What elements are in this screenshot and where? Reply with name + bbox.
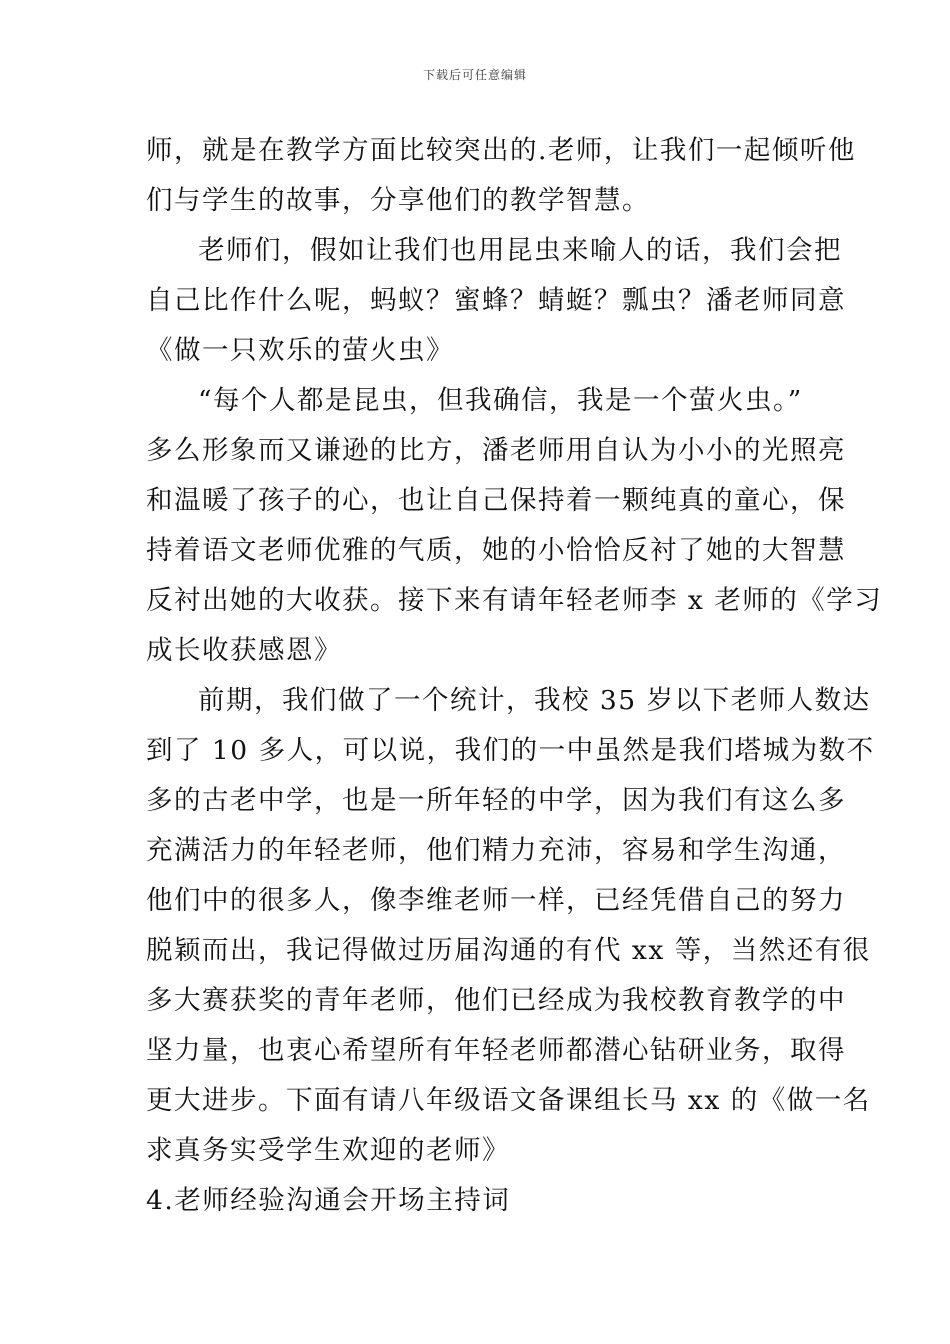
text-line: 多么形象而又谦逊的比方，潘老师用自认为小小的光照亮 [146, 435, 846, 466]
text-line: 们与学生的故事，分享他们的教学智慧。 [146, 185, 650, 216]
text-line: 坚力量，也衷心希望所有年轻老师都潜心钻研业务，取得 [146, 1035, 846, 1066]
text-line: 持着语文老师优雅的气质，她的小恰恰反衬了她的大智慧 [146, 535, 846, 566]
section-heading: 4.老师经验沟通会开场主持词 [146, 1185, 511, 1216]
text-line: 脱颖而出，我记得做过历届沟通的有代 xx 等，当然还有很 [146, 935, 871, 966]
page-header: 下载后可任意编辑 [422, 68, 527, 82]
text-line: 和温暖了孩子的心，也让自己保持着一颗纯真的童心，保 [146, 485, 846, 516]
text-line: 他们中的很多人，像李维老师一样，已经凭借自己的努力 [146, 885, 846, 916]
text-line: 《做一只欢乐的萤火虫》 [146, 335, 454, 366]
text-line: 多的古老中学，也是一所年轻的中学，因为我们有这么多 [146, 785, 846, 816]
text-line: 充满活力的年轻老师，他们精力充沛，容易和学生沟通， [146, 835, 846, 866]
text-line: 师，就是在教学方面比较突出的.老师，让我们一起倾听他 [146, 135, 856, 166]
text-line: 到了 10 多人，可以说，我们的一中虽然是我们塔城为数不 [146, 735, 875, 766]
text-line: 反衬出她的大收获。接下来有请年轻老师李 x 老师的《学习 [146, 585, 883, 616]
text-line: 自己比作什么呢，蚂蚁？蜜蜂？蜻蜓？瓢虫？潘老师同意 [146, 285, 846, 316]
quote-line: “每个人都是昆虫，但我确信，我是一个萤火虫。” [198, 385, 803, 416]
text-line: 多大赛获奖的青年老师，他们已经成为我校教育教学的中 [146, 985, 846, 1016]
paragraph-start-line: 老师们，假如让我们也用昆虫来喻人的话，我们会把 [198, 235, 842, 266]
text-line: 求真务实受学生欢迎的老师》 [146, 1135, 510, 1166]
text-line: 成长收获感恩》 [146, 635, 342, 666]
paragraph-start-line: 前期，我们做了一个统计，我校 35 岁以下老师人数达 [198, 685, 871, 716]
text-line: 更大进步。下面有请八年级语文备课组长马 xx 的《做一名 [146, 1085, 871, 1116]
